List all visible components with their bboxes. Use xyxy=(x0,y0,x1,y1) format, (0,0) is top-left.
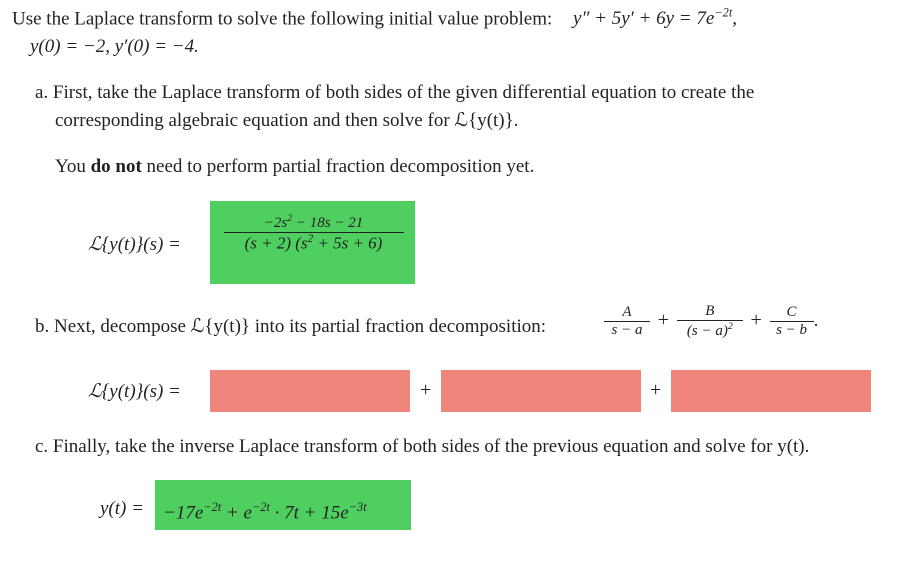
part-a-line1: a. First, take the Laplace transform of both sides of the given differential equation to create the xyxy=(35,82,755,103)
fraction-c xyxy=(770,304,814,339)
plus-sign-2: + xyxy=(650,379,662,401)
ans-term1-exp: −2t xyxy=(203,500,222,514)
f2-den xyxy=(677,320,743,340)
plus-2: + xyxy=(750,308,762,331)
part-a-note xyxy=(55,156,534,178)
ans-term2: + e xyxy=(221,502,252,524)
part-c-text: c. Finally, take the inverse Laplace transform of both sides of the previous equation and solve for y(t). xyxy=(35,436,810,457)
answer-numerator xyxy=(224,213,404,232)
num-exp: 2 xyxy=(287,213,293,224)
f2-num: B xyxy=(705,303,715,319)
partial-fraction-form xyxy=(604,303,818,340)
f1-den: s − a xyxy=(604,321,650,339)
den-a: (s + 2) (s xyxy=(244,233,308,253)
part-a-answer-box[interactable] xyxy=(210,201,415,284)
ode-exponent: −2t xyxy=(714,6,733,20)
part-b-text: b. Next, decompose ℒ{y(t)} into its partial fraction decomposition: xyxy=(35,316,547,337)
note-bold: do not xyxy=(90,156,142,177)
problem-statement xyxy=(12,6,737,30)
ode-text: y″ + 5y′ + 6y = 7e xyxy=(573,8,715,30)
part-a-line2: corresponding algebraic equation and then solve for ℒ{y(t)}. xyxy=(55,110,519,131)
ans-term2-exp: −2t xyxy=(251,500,270,514)
part-a-answer-fraction xyxy=(224,213,404,254)
part-a-lhs: ℒ{y(t)}(s) = xyxy=(88,234,181,255)
ode xyxy=(573,8,737,29)
ans-term1: −17e xyxy=(163,502,204,524)
ode-end: , xyxy=(732,8,738,30)
part-c-lhs: y(t) = xyxy=(100,498,144,519)
f3-den: s − b xyxy=(770,321,814,339)
f2-den-base: (s − a) xyxy=(686,323,728,339)
plus-sign-1: + xyxy=(420,379,432,401)
f3-num: C xyxy=(786,304,797,320)
fraction-a xyxy=(604,304,650,339)
initial-conditions: y(0) = −2, y′(0) = −4. xyxy=(30,36,199,57)
period: . xyxy=(813,309,819,331)
f1-num: A xyxy=(622,304,632,320)
part-c-answer-box[interactable] xyxy=(155,480,411,530)
note-post: need to perform partial fraction decomposition yet. xyxy=(141,156,535,177)
answer-denominator xyxy=(224,232,404,254)
plus-1: + xyxy=(657,308,670,331)
f2-den-exp: 2 xyxy=(727,321,733,332)
note-pre: You xyxy=(55,156,91,177)
problem-intro: Use the Laplace transform to solve the following initial value problem: xyxy=(12,8,553,30)
ans-term3-exp: −3t xyxy=(348,500,367,514)
den-exp: 2 xyxy=(307,233,314,245)
den-rest: + 5s + 6) xyxy=(313,233,383,253)
ans-term3: · 7t + 15e xyxy=(269,502,349,524)
partial-fraction-input-1[interactable] xyxy=(210,370,410,412)
partial-fraction-input-3[interactable] xyxy=(671,370,871,412)
partial-fraction-input-2[interactable] xyxy=(441,370,641,412)
num-rest: − 18s − 21 xyxy=(292,215,364,231)
part-b-lhs: ℒ{y(t)}(s) = xyxy=(88,381,181,402)
fraction-b xyxy=(677,303,743,340)
num-a: −2s xyxy=(263,215,288,231)
